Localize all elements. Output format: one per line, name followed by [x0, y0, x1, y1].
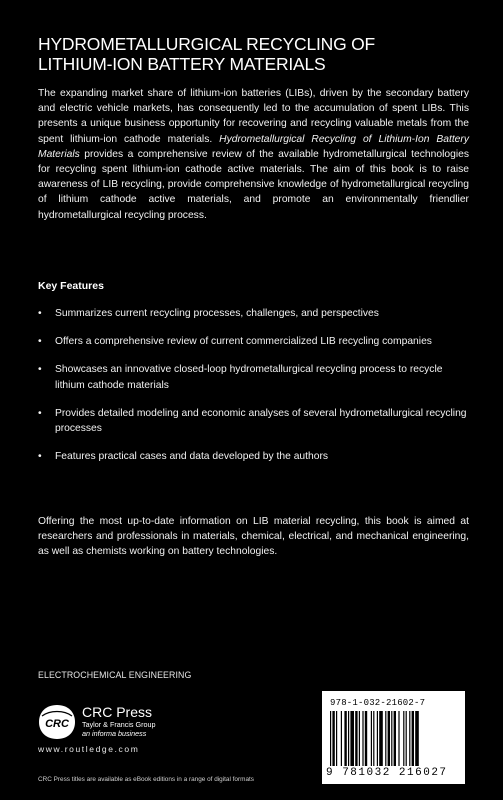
barcode-bar	[377, 711, 378, 766]
barcode-bar	[406, 711, 407, 766]
bullet-icon: •	[38, 308, 42, 319]
barcode	[322, 691, 465, 784]
barcode-bar	[388, 711, 390, 766]
barcode-bar	[336, 711, 337, 766]
isbn-label: 978-1-032-21602-7	[330, 698, 426, 708]
barcode-bar	[403, 711, 404, 766]
feature-text: Offers a comprehensive review of current commercialized LIB recycling companies	[55, 336, 432, 348]
feature-item	[38, 334, 469, 349]
barcode-bar	[359, 711, 360, 766]
barcode-bar	[385, 711, 386, 766]
publisher-group: Taylor & Francis Group	[82, 720, 156, 729]
barcode-bar	[371, 711, 372, 766]
feature-item	[38, 449, 469, 464]
barcode-bar	[332, 711, 334, 766]
barcode-bar	[344, 711, 346, 766]
barcode-digits: 9 781032 216027	[326, 767, 448, 779]
barcode-bar	[365, 711, 367, 766]
description-part-2: provides a comprehensive review of the available hydrometallurgical technologies for recycling spent lithium-ion cathode active materials. The aim of this book is to raise awareness of LIB recycling, provide comprehensive knowledge of hydrometallurgical recycling of lithium cathode active materials, and promote an environmentally friendlier hydrometallurgical recycling process.	[38, 148, 469, 221]
publisher-name: CRC Press	[82, 704, 153, 720]
barcode-bar	[355, 711, 357, 766]
book-title	[38, 34, 478, 74]
barcode-bar	[398, 711, 399, 766]
feature-text: Showcases an innovative closed-loop hydrometallurgical recycling process to recycle lithium cathode materials	[55, 364, 443, 391]
publisher-website[interactable]: www.routledge.com	[38, 744, 140, 754]
barcode-bar	[362, 711, 363, 766]
crc-logo-icon	[38, 704, 76, 740]
barcode-bar	[412, 711, 414, 766]
barcode-bar	[341, 711, 342, 766]
feature-text: Summarizes current recycling processes, challenges, and perspectives	[55, 308, 379, 319]
barcode-bar	[415, 711, 419, 766]
bullet-icon: •	[38, 407, 42, 419]
barcode-bar	[409, 711, 410, 766]
feature-item	[38, 406, 469, 436]
closing-paragraph: Offering the most up-to-date information on LIB material recycling, this book is aimed at researchers and professionals in materials, chemical, electrical, and mechanical engineering, as well as chemists working on battery technologies.	[38, 516, 469, 558]
barcode-bar	[391, 711, 392, 766]
feature-text: Provides detailed modeling and economic analyses of several hydrometallurgical recycling processes	[55, 407, 467, 435]
feature-item	[38, 306, 469, 321]
logo-text: CRC	[45, 718, 69, 730]
key-features-heading: Key Features	[38, 280, 104, 292]
key-features-list	[38, 306, 469, 477]
barcode-bar	[350, 711, 354, 766]
barcode-bar	[379, 711, 383, 766]
barcode-bar	[330, 711, 331, 766]
bullet-icon: •	[38, 336, 42, 348]
barcode-bar	[394, 711, 396, 766]
barcode-bars-icon	[330, 711, 458, 766]
feature-text: Features practical cases and data developed by the authors	[55, 451, 329, 463]
series-name: ELECTROCHEMICAL ENGINEERING	[38, 670, 192, 680]
bullet-icon: •	[38, 451, 42, 463]
publisher-block	[82, 704, 156, 738]
book-description	[38, 86, 469, 223]
feature-item	[38, 362, 469, 392]
description-part-1: The expanding market share of lithium-ion batteries (LIBs), driven by the secondary battery and electric vehicle markets, has consequently led to the accumulation of spent LIBs. This presents a unique business opportunity for recovering and recycling valuable metals from the spent lithium-ion cathode materials.	[38, 88, 469, 145]
book-title-line-2: LITHIUM-ION BATTERY MATERIALS	[38, 54, 326, 74]
book-title-line-1: HYDROMETALLURGICAL RECYCLING OF	[38, 34, 376, 54]
barcode-bar	[373, 711, 374, 766]
description-book-title: Hydrometallurgical Recycling of Lithium-Ion Battery Materials	[38, 133, 469, 160]
barcode-bar	[348, 711, 349, 766]
publisher-informa: an informa business	[82, 729, 147, 738]
bullet-icon: •	[38, 364, 42, 376]
ebook-note: CRC Press titles are available as eBook editions in a range of digital formats	[38, 776, 254, 783]
